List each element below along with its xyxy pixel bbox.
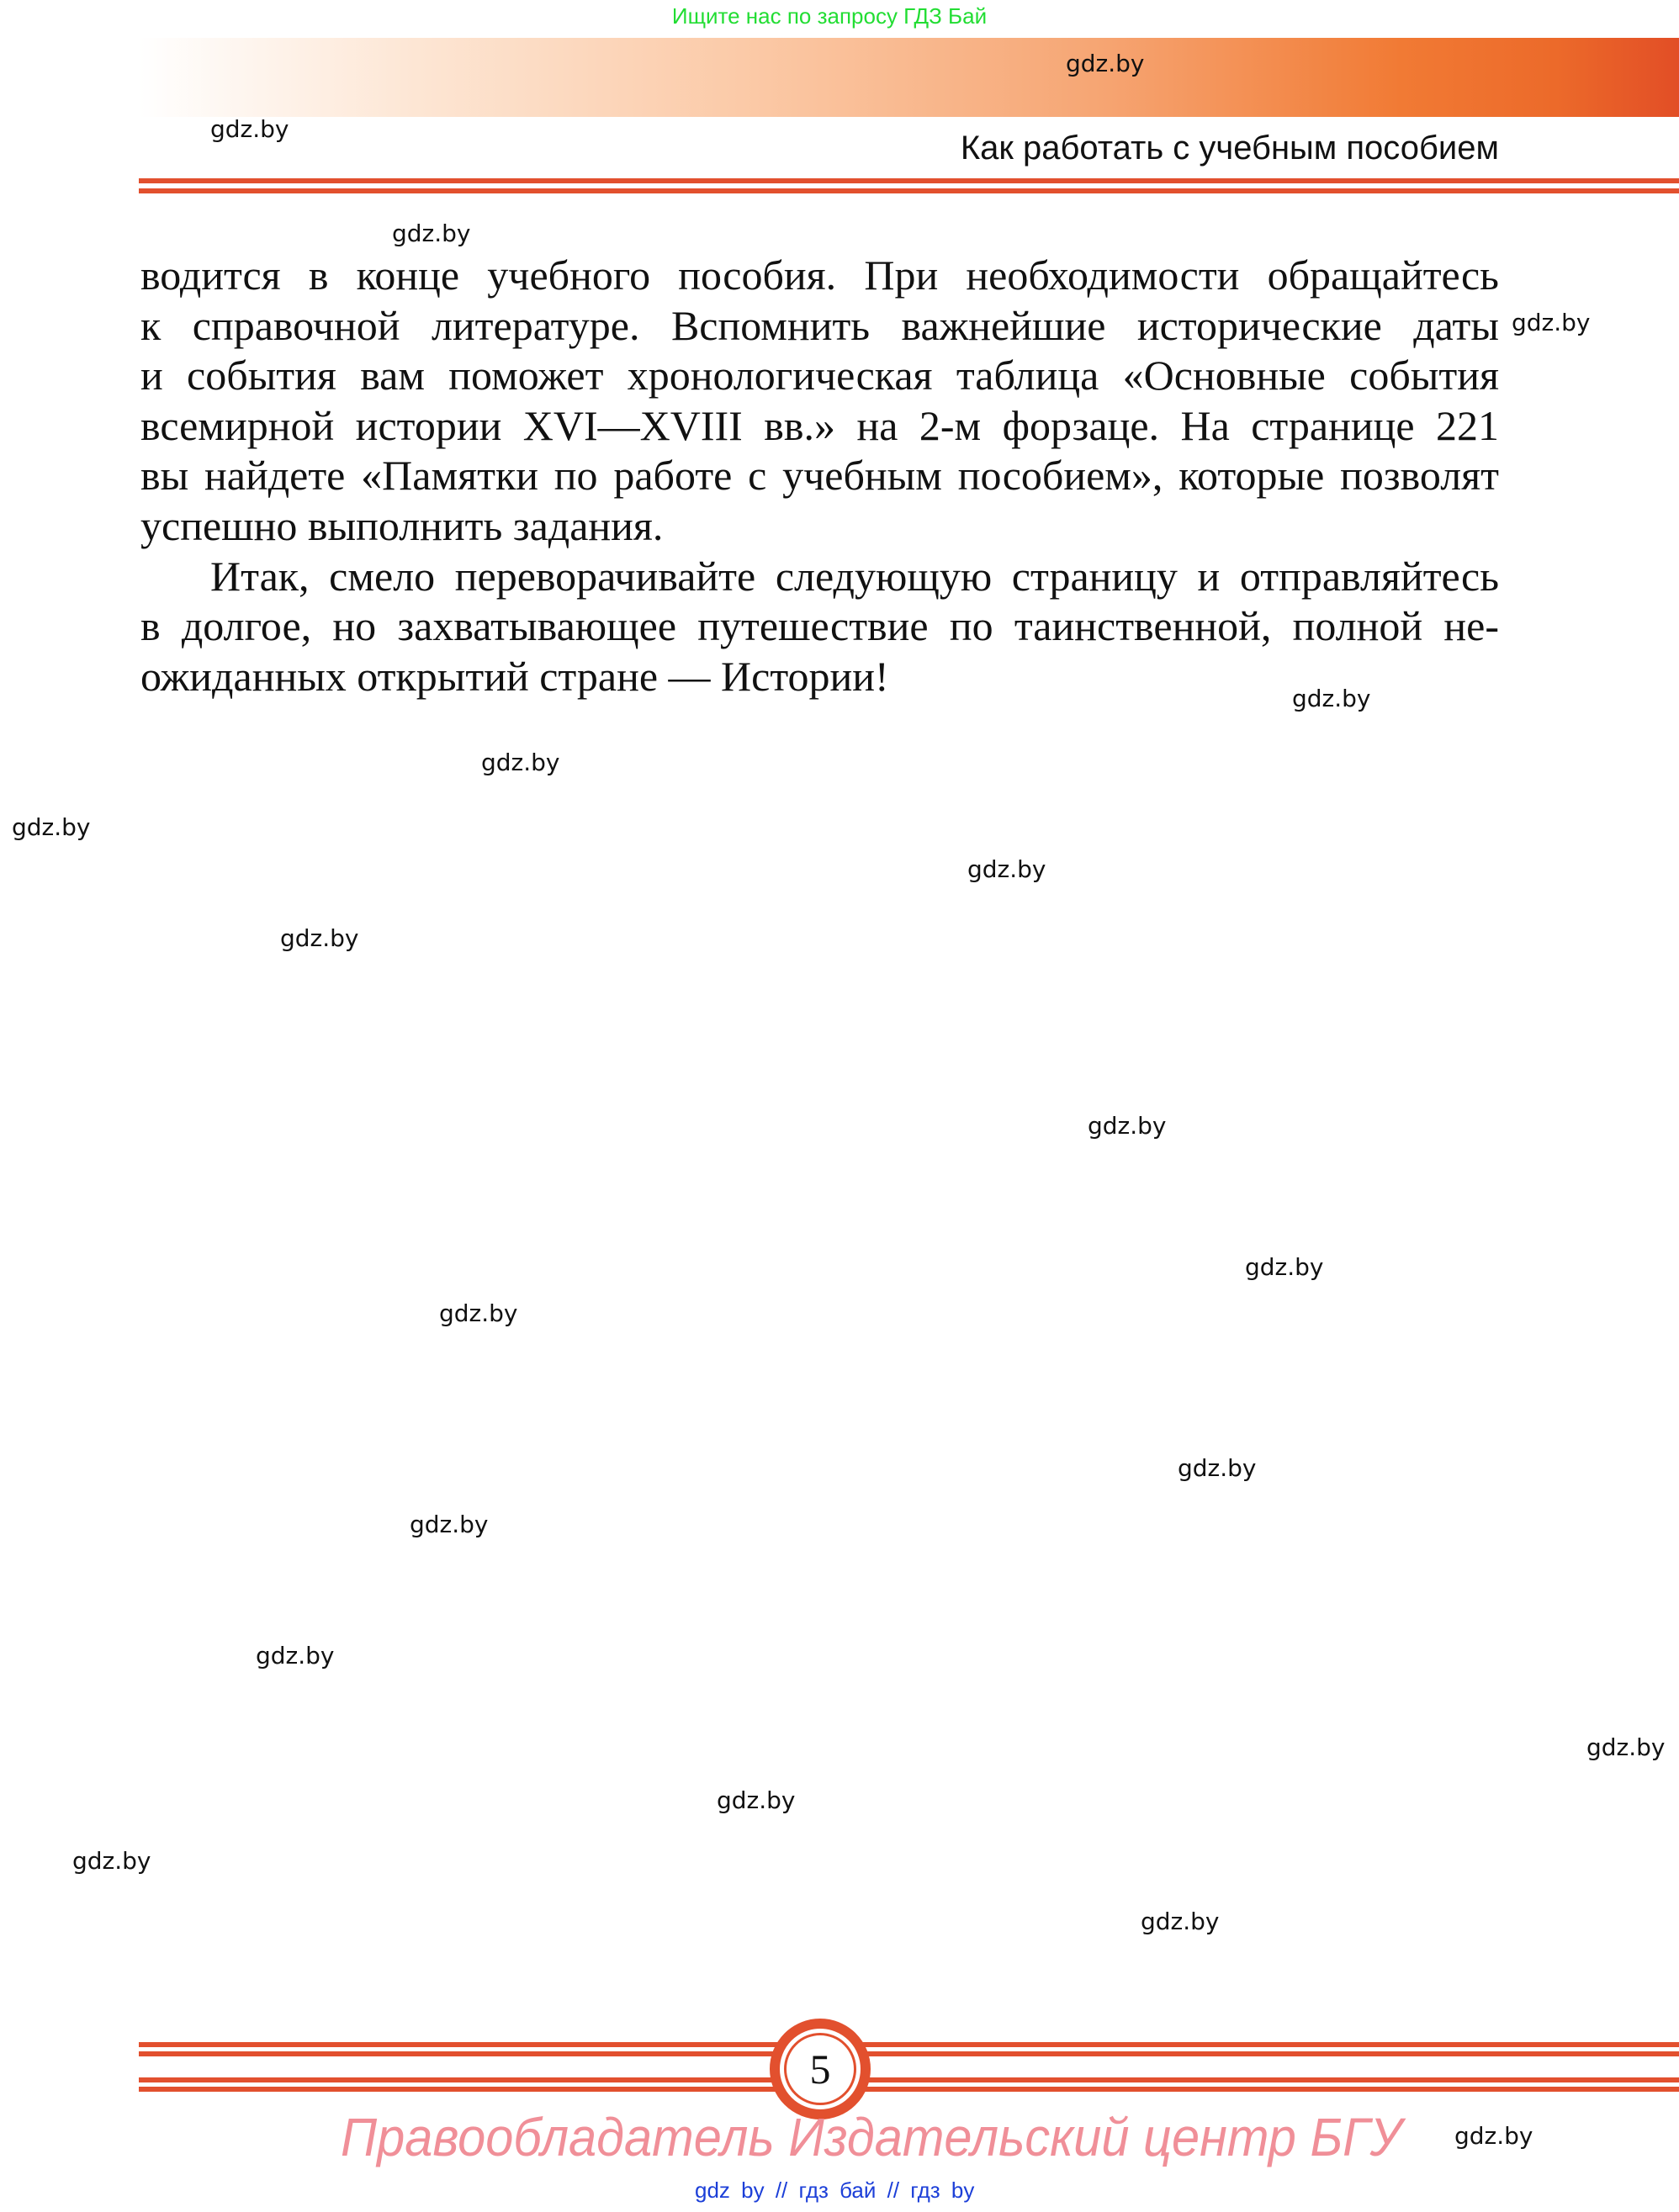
watermark: gdz.by (410, 1511, 489, 1538)
page-number-badge (770, 2019, 871, 2119)
body-line: всемирной истории XVI—XVIII вв.» на 2-м форзаце. На странице 221 (140, 401, 1499, 449)
footer-links[interactable]: gdz by // гдз бай // гдз by (695, 2178, 975, 2203)
page-number: 5 (784, 2033, 856, 2105)
watermark: gdz.by (280, 924, 359, 952)
header-gradient-banner (139, 38, 1679, 117)
header-rule-top (139, 178, 1679, 183)
watermark: gdz.by (439, 1299, 518, 1327)
watermark: gdz.by (256, 1642, 335, 1670)
body-line: водится в конце учебного пособия. При необходимости обращайтесь (140, 251, 1499, 299)
watermark: gdz.by (1141, 1908, 1220, 1935)
body-line: успешно выполнить задания. (140, 501, 664, 549)
search-notice: Ищите нас по запросу ГДЗ Бай (671, 3, 988, 29)
watermark: gdz.by (1245, 1253, 1324, 1281)
watermark: gdz.by (1292, 685, 1371, 712)
rights-holder-notice: Правообладатель Издательский центр БГУ (341, 2107, 1402, 2167)
footer-rule-4 (139, 2087, 1679, 2092)
watermark: gdz.by (1586, 1733, 1666, 1761)
watermark: gdz.by (1088, 1112, 1167, 1140)
watermark: gdz.by (1512, 309, 1591, 336)
watermark: gdz.by (967, 855, 1046, 883)
body-line: и события вам поможет хронологическая таблица «Основные события (140, 352, 1499, 400)
header-rule-bottom (139, 188, 1679, 193)
watermark: gdz.by (481, 749, 560, 776)
body-line: к справочной литературе. Вспомнить важнейшие исторические даты (140, 301, 1499, 349)
watermark: gdz.by (12, 813, 91, 841)
body-line: Итак, смело переворачивайте следующую страницу и отправляйтесь (210, 552, 1499, 600)
watermark: gdz.by (1178, 1454, 1257, 1482)
watermark: gdz.by (1454, 2122, 1533, 2150)
watermark: gdz.by (717, 1786, 796, 1814)
footer-rule-1 (139, 2042, 1679, 2047)
body-line: ожиданных открытий стране — Истории! (140, 652, 889, 700)
section-title: Как работать с учебным пособием (960, 130, 1499, 167)
body-line: в долгое, но захватывающее путешествие по таинственной, полной не- (140, 602, 1499, 650)
footer-rule-2 (139, 2051, 1679, 2056)
watermark: gdz.by (72, 1847, 151, 1875)
footer-rule-3 (139, 2077, 1679, 2082)
watermark: gdz.by (210, 115, 289, 143)
body-line: вы найдете «Памятки по работе с учебным пособием», которые позволят (140, 452, 1499, 500)
watermark: gdz.by (392, 220, 471, 247)
body-text (140, 251, 1499, 701)
watermark: gdz.by (1066, 50, 1145, 77)
